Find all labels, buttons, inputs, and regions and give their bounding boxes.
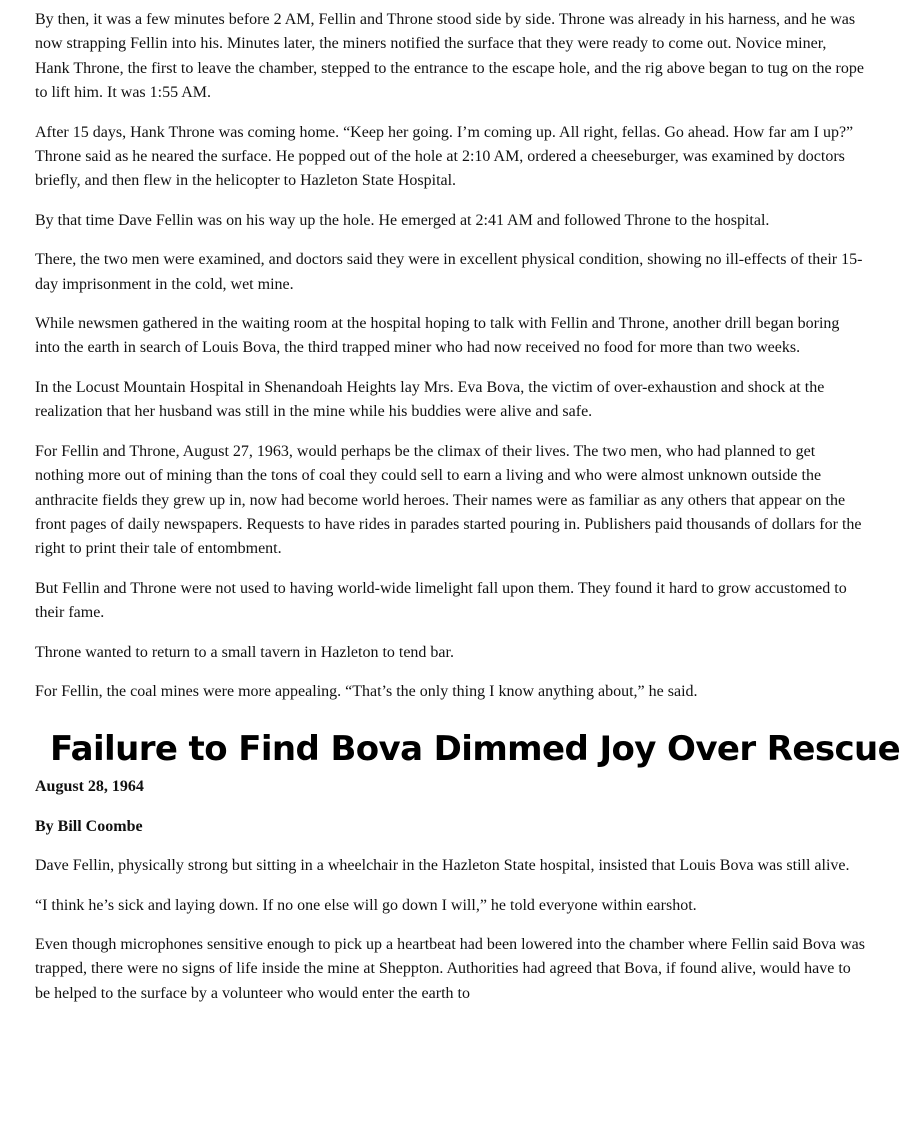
document-page [35, 8, 900, 1021]
paragraph-9: Throne wanted to return to a small tavern in Hazleton to tend bar. [35, 643, 454, 661]
paragraph-3: By that time Dave Fellin was on his way up the hole. He emerged at 2:41 AM and followed Throne to the hospital. [35, 211, 770, 229]
paragraph-6: In the Locust Mountain Hospital in Shenandoah Heights lay Mrs. Eva Bova, the victim of over-exhaustion and shock at the realization that her husband was still in the mine while his buddies were alive and safe. [35, 378, 825, 421]
paragraph-4: There, the two men were examined, and doctors said they were in excellent physical condition, showing no ill-effects of their 15-day imprisonment in the cold, wet mine. [35, 251, 863, 293]
article-headline: Failure to Find Bova Dimmed Joy Over Rescue [50, 729, 900, 770]
article-rescue-continuation [35, 8, 865, 704]
article-failure-to-find-bova [35, 727, 900, 1006]
paragraph-2: After 15 days, Hank Throne was coming home. “Keep her going. I’m coming up. All right, fellas. Go ahead. How far am I up?” Throne said as he neared the surface. He popped out of the hole at 2:10 AM, ordered a cheeseburger, was examined by doctors briefly, and then flew in the helicopter to Hazleton State Hospital. [35, 123, 854, 190]
paragraph-8: But Fellin and Throne were not used to having world-wide limelight fall upon them. They found it hard to grow accustomed to their fame. [35, 579, 847, 622]
paragraph-7: For Fellin and Throne, August 27, 1963, would perhaps be the climax of their lives. The two men, who had planned to get nothing more out of mining than the tons of coal they could sell to earn a living and who were almost unknown outside the anthracite fields they grew up in, now had become world heroes. Their names were as familiar as any others that appear on the front pages of daily newspapers. Requests to have rides in parades started pouring in. Publishers paid thousands of dollars for the right to print their tale of entombment. [35, 442, 862, 558]
article2-paragraph-1: Dave Fellin, physically strong but sitting in a wheelchair in the Hazleton State hospital, insisted that Louis Bova was still alive. [35, 857, 850, 875]
article2-paragraph-3: Even though microphones sensitive enough to pick up a heartbeat had been lowered into the chamber where Fellin said Bova was trapped, there were no signs of life inside the mine at Sheppton. Authorities had agreed that Bova, if found alive, would have to be helped to the surface by a volunteer who would enter the earth to [35, 935, 865, 1002]
article2-paragraph-2: “I think he’s sick and laying down. If no one else will go down I will,” he told everyone within earshot. [35, 896, 697, 914]
paragraph-10: For Fellin, the coal mines were more appealing. “That’s the only thing I know anything about,” he said. [35, 682, 698, 700]
article-byline: By Bill Coombe [35, 817, 143, 835]
paragraph-5: While newsmen gathered in the waiting room at the hospital hoping to talk with Fellin and Throne, another drill began boring into the earth in search of Louis Bova, the third trapped miner who had now received no food for more than two weeks. [35, 315, 840, 357]
paragraph-1: By then, it was a few minutes before 2 AM, Fellin and Throne stood side by side. Throne was already in his harness, and he was now strapping Fellin into his. Minutes later, the miners notified the surface that they were ready to come out. Novice miner, Hank Throne, the first to leave the chamber, stepped to the entrance to the escape hole, and the rig above began to tug on the rope to lift him. It was 1:55 AM. [35, 11, 864, 102]
article-date: August 28, 1964 [35, 778, 144, 796]
